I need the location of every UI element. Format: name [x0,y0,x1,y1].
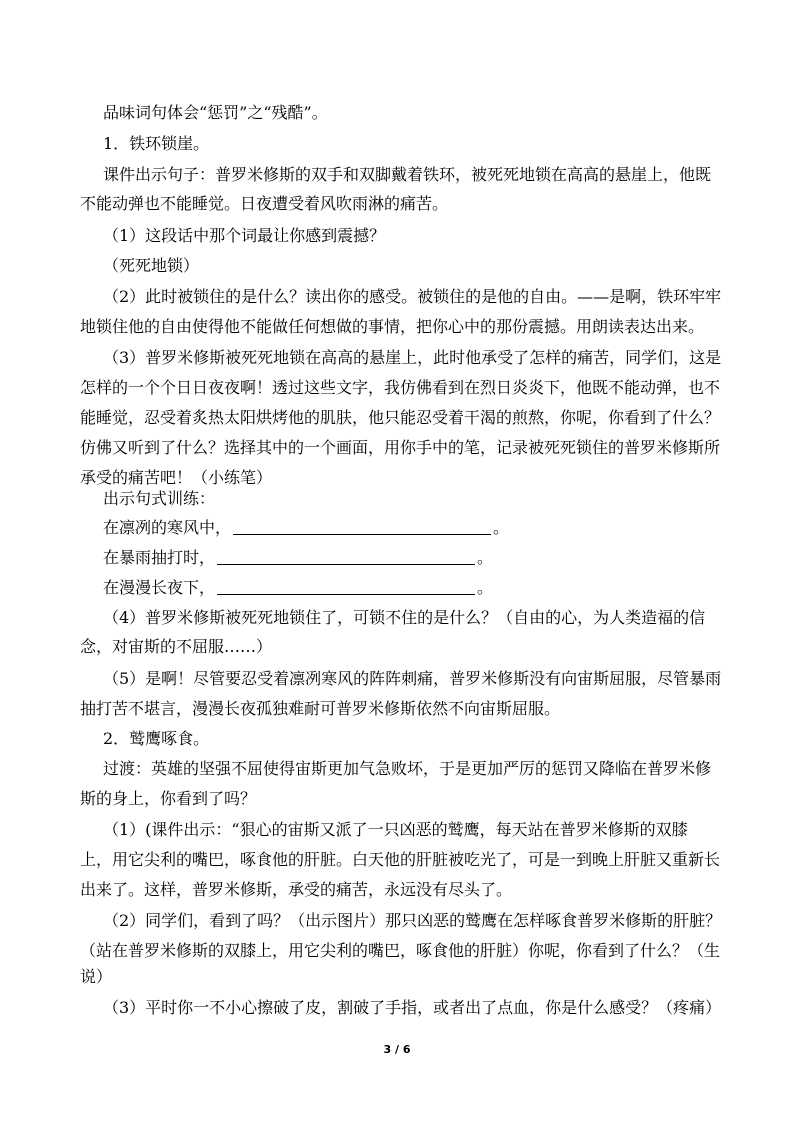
fill-in-line-3 [103,578,493,598]
question-4: （4）普罗米修斯被死死地锁住了，可锁不住的是什么？（自由的心，为人类造福的信 [103,608,706,627]
fill-in-line-2 [103,548,493,568]
paragraph-line: 念，对宙斯的不屈服……） [80,637,273,656]
question-2-2: （2）同学们，看到了吗？（出示图片）那只凶恶的鹫鹰在怎样啄食普罗米修斯的肝脏？ [103,911,722,930]
fill-in-line-1 [103,518,509,538]
paragraph-line: 课件出示句子：普罗米修斯的双手和双脚戴着铁环，被死死地锁在高高的悬崖上，他既 [103,165,712,184]
intro-heading: 品味词句体会“惩罚”之“残酷”。 [103,103,328,122]
paragraph-line: 承受的痛苦吧！（小练笔） [80,468,273,487]
question-2: （2）此时被锁住的是什么？读出你的感受。被锁住的是他的自由。——是啊，铁环牢牢 [103,287,722,306]
fill-in-prompt: 在凛冽的寒风中， [103,518,232,537]
paragraph-line: 出来了。这样，普罗米修斯，承受的痛苦，永远没有尽头了。 [80,880,513,899]
exercise-heading: 出示句式训练： [103,489,216,508]
fill-in-blank[interactable] [233,533,491,535]
question-5: （5）是啊！尽管要忍受着凛冽寒风的阵阵刺痛，普罗米修斯没有向宙斯屈服，尽管暴雨 [103,669,722,688]
fill-in-blank[interactable] [217,563,475,565]
question-2-3: （3）平时你一不小心擦破了皮，割破了手指，或者出了点血，你是什么感受？（疼痛） [103,998,722,1017]
paragraph-line: 怎样的一个个日日夜夜啊！透过这些文字，我仿佛看到在烈日炎炎下，他既不能动弹，也不 [80,378,721,397]
answer-1: （死死地锁） [103,256,200,275]
paragraph-line: 能睡觉，忍受着炙热太阳烘烤他的肌肤，他只能忍受着干渴的煎熬，你呢，你看到了什么？ [80,408,721,427]
paragraph-line: 地锁住他的自由使得他不能做任何想做的事情，把你心中的那份震撼。用朗读表达出来。 [80,317,705,336]
paragraph-line: 仿佛又听到了什么？选择其中的一个画面，用你手中的笔，记录被死死锁住的普罗米修斯所 [80,438,721,457]
transition-line: 过渡：英雄的坚强不屈使得宙斯更加气急败坏，于是更加严厉的惩罚又降临在普罗米修 [103,759,712,778]
fill-in-blank[interactable] [217,593,475,595]
fill-in-end: 。 [477,578,494,597]
paragraph-line: （站在普罗米修斯的双膝上，用它尖利的嘴巴，啄食他的肝脏）你呢，你看到了什么？（生 [80,941,721,960]
question-2-1: （1）(课件出示：“狠心的宙斯又派了一只凶恶的鹫鹰，每天站在普罗米修斯的双膝 [103,820,688,839]
fill-in-prompt: 在暴雨抽打时， [103,548,216,567]
question-1: （1）这段话中那个词最让你感到震撼？ [103,226,386,245]
paragraph-line: 上，用它尖利的嘴巴，啄食他的肝脏。白天他的肝脏被吃光了，可是一到晚上肝脏又重新长 [80,850,721,869]
section-heading-2: 2．鹫鹰啄食。 [103,729,210,748]
question-3: （3）普罗米修斯被死死地锁在高高的悬崖上，此时他承受了怎样的痛苦，同学们，这是 [103,348,722,367]
section-heading-1: 1．铁环锁崖。 [103,134,210,153]
fill-in-end: 。 [493,518,510,537]
fill-in-end: 。 [477,548,494,567]
fill-in-prompt: 在漫漫长夜下， [103,578,216,597]
paragraph-line: 斯的身上，你看到了吗？ [80,789,257,808]
paragraph-line: 不能动弹也不能睡觉。日夜遭受着风吹雨淋的痛苦。 [80,194,449,213]
paragraph-line: 抽打苦不堪言，漫漫长夜孤独难耐可普罗米修斯依然不向宙斯屈服。 [80,699,561,718]
page-number: 3 / 6 [383,1043,411,1056]
paragraph-line: 说） [80,967,113,986]
